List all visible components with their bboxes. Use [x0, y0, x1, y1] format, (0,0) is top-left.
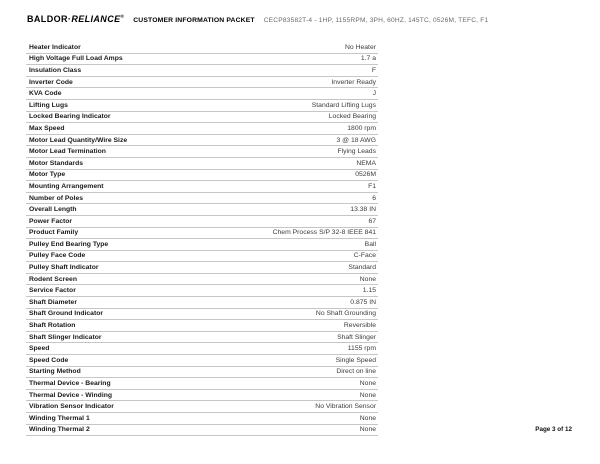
spec-row	[26, 343, 378, 355]
spec-value: None	[359, 391, 376, 399]
spec-value: None	[359, 426, 376, 434]
spec-row	[26, 112, 378, 124]
logo-brand-right: RELIANCE	[71, 14, 121, 24]
spec-label: Service Factor	[29, 287, 76, 295]
spec-label: Number of Poles	[29, 194, 84, 202]
baldor-reliance-logo	[27, 14, 124, 24]
spec-row	[26, 239, 378, 251]
spec-value: 13.38 IN	[350, 206, 376, 214]
spec-row	[26, 320, 378, 332]
spec-value: No Vibration Sensor	[315, 403, 376, 411]
spec-row	[26, 123, 378, 135]
spec-value: Ball	[364, 240, 376, 248]
spec-value: F	[371, 66, 376, 74]
spec-label: Power Factor	[29, 217, 73, 225]
spec-label: Motor Type	[29, 171, 66, 179]
registered-trademark-icon: ®	[120, 14, 125, 19]
spec-row	[26, 332, 378, 344]
spec-row	[26, 401, 378, 413]
spec-value: 1.7 a	[360, 55, 376, 63]
spec-value: Inverter Ready	[331, 78, 376, 86]
spec-row	[26, 297, 378, 309]
spec-row	[26, 204, 378, 216]
spec-row	[26, 390, 378, 402]
spec-value: Standard Lifting Lugs	[311, 101, 376, 109]
spec-value: Single Speed	[335, 356, 376, 364]
spec-row	[26, 100, 378, 112]
spec-value: 0.875 IN	[350, 298, 376, 306]
spec-row	[26, 262, 378, 274]
spec-label: Max Speed	[29, 124, 65, 132]
spec-row	[26, 309, 378, 321]
spec-value: Flying Leads	[337, 148, 376, 156]
spec-row	[26, 135, 378, 147]
spec-label: Heater Indicator	[29, 43, 81, 51]
document-header	[27, 14, 580, 24]
spec-row	[26, 146, 378, 158]
logo-brand-left: BALDOR	[27, 14, 68, 24]
spec-value: 6	[372, 194, 376, 202]
spec-value: Locked Bearing	[328, 113, 376, 121]
page-indicator: Page 3 of 12	[535, 426, 572, 433]
spec-label: Winding Thermal 2	[29, 426, 90, 434]
spec-value: Chem Process S/P 32-8 IEEE 841	[272, 229, 376, 237]
spec-row	[26, 378, 378, 390]
spec-value: None	[359, 414, 376, 422]
spec-label: Lifting Lugs	[29, 101, 68, 109]
spec-label: Inverter Code	[29, 78, 73, 86]
spec-label: Speed Code	[29, 356, 69, 364]
spec-row	[26, 251, 378, 263]
spec-value: C-Face	[353, 252, 376, 260]
spec-label: Thermal Device - Winding	[29, 391, 113, 399]
spec-row	[26, 413, 378, 425]
spec-label: Winding Thermal 1	[29, 414, 90, 422]
spec-label: Rodent Screen	[29, 275, 77, 283]
spec-label: Pulley Face Code	[29, 252, 86, 260]
spec-row	[26, 285, 378, 297]
spec-row	[26, 193, 378, 205]
spec-row	[26, 170, 378, 182]
spec-row	[26, 274, 378, 286]
spec-value: No Shaft Grounding	[315, 310, 376, 318]
spec-label: Motor Standards	[29, 159, 84, 167]
spec-label: Vibration Sensor Indicator	[29, 403, 114, 411]
spec-label: Insulation Class	[29, 66, 82, 74]
spec-label: Product Family	[29, 229, 79, 237]
spec-label: Thermal Device - Bearing	[29, 380, 111, 388]
spec-value: 1.15	[362, 287, 376, 295]
spec-row	[26, 367, 378, 379]
spec-value: Direct on line	[336, 368, 376, 376]
spec-label: Pulley Shaft Indicator	[29, 264, 99, 272]
spec-value: 1800 rpm	[347, 124, 376, 132]
spec-label: Locked Bearing Indicator	[29, 113, 111, 121]
spec-value: F1	[368, 182, 376, 190]
spec-label: Motor Lead Termination	[29, 148, 106, 156]
spec-row	[26, 77, 378, 89]
spec-value: NEMA	[356, 159, 376, 167]
spec-label: Starting Method	[29, 368, 81, 376]
spec-row	[26, 158, 378, 170]
spec-row	[26, 216, 378, 228]
spec-label: Shaft Diameter	[29, 298, 77, 306]
spec-label: Speed	[29, 345, 50, 353]
spec-label: High Voltage Full Load Amps	[29, 55, 123, 63]
spec-row	[26, 181, 378, 193]
spec-table	[26, 42, 378, 436]
spec-value: 67	[368, 217, 376, 225]
spec-label: Overall Length	[29, 206, 77, 214]
spec-value: None	[359, 380, 376, 388]
spec-row	[26, 88, 378, 100]
spec-label: Shaft Ground Indicator	[29, 310, 104, 318]
spec-row	[26, 42, 378, 54]
spec-label: Pulley End Bearing Type	[29, 240, 109, 248]
spec-label: KVA Code	[29, 90, 62, 98]
spec-label: Motor Lead Quantity/Wire Size	[29, 136, 128, 144]
spec-value: J	[372, 90, 376, 98]
spec-value: Shaft Slinger	[337, 333, 376, 341]
spec-label: Shaft Slinger Indicator	[29, 333, 102, 341]
spec-value: Reversible	[343, 322, 376, 330]
spec-row	[26, 54, 378, 66]
product-code: CECP83582T-4 - 1HP, 1155RPM, 3PH, 60HZ, 145TC, 0526M, TEFC, F1	[263, 17, 489, 24]
spec-row	[26, 425, 378, 437]
spec-value: No Heater	[345, 43, 376, 51]
spec-value: Standard	[348, 264, 376, 272]
spec-value: 3 @ 18 AWG	[336, 136, 376, 144]
spec-value: 1155 rpm	[347, 345, 376, 353]
spec-row	[26, 65, 378, 77]
document-title: CUSTOMER INFORMATION PACKET	[133, 17, 255, 24]
spec-row	[26, 355, 378, 367]
spec-label: Shaft Rotation	[29, 322, 76, 330]
spec-row	[26, 228, 378, 240]
spec-label: Mounting Arrangement	[29, 182, 104, 190]
logo-separator: ·	[67, 14, 72, 24]
spec-value: None	[359, 275, 376, 283]
spec-value: 0526M	[355, 171, 376, 179]
